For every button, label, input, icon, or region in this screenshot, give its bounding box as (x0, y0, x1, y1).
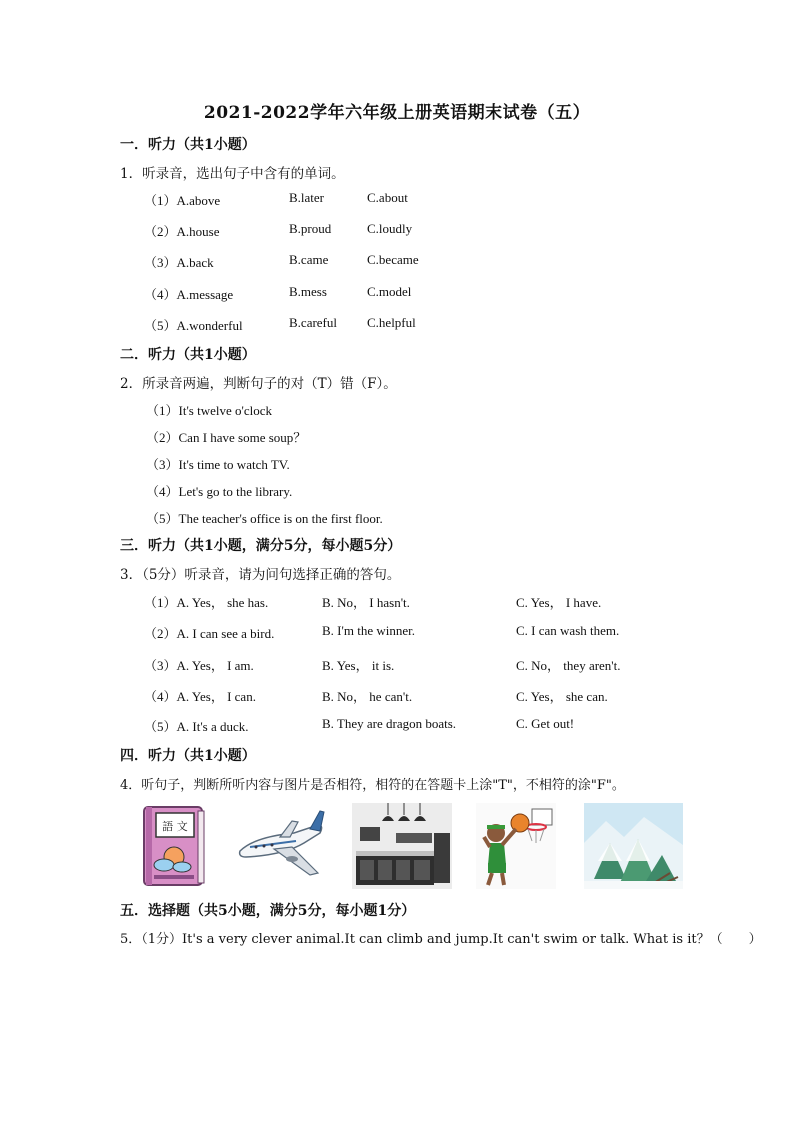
section-2-heading: 二．听力（共1小题） (120, 347, 256, 363)
question-3: 3．（5分）听录音，请为问句选择正确的答句。 (120, 567, 401, 583)
q1-row-5-b: B.careful (289, 315, 338, 330)
q3-row-2-c: C. I can wash them. (516, 623, 620, 638)
q1-row-2-b: B.proud (289, 221, 332, 236)
q1-row-1-a: （1）A.above (144, 193, 221, 208)
q1-row-3-a: （3）A.back (144, 255, 214, 270)
q2-item-3: （3）It's time to watch TV. (146, 457, 290, 472)
page-title: 2021-2022学年六年级上册英语期末试卷（五） (203, 103, 591, 123)
book-cover-text: 語 文 (162, 820, 188, 833)
q3-row-2-b: B. I'm the winner. (322, 623, 415, 638)
kitchen-picture (352, 803, 452, 889)
airplane-picture (234, 803, 328, 889)
q3-row-5-a: （5）A. It's a duck. (144, 719, 249, 734)
q3-row-1-c: C. Yes， I have. (516, 595, 602, 610)
q1-row-4-c: C.model (367, 284, 412, 299)
q2-item-5: （5）The teacher's office is on the first floor. (146, 511, 383, 526)
q3-row-3-c: C. No， they aren't. (516, 658, 621, 673)
basketball-player-picture (476, 803, 556, 889)
question-1: 1．听录音，选出句子中含有的单词。 (120, 166, 345, 182)
q2-item-1: （1）It's twelve o'clock (146, 403, 272, 418)
q1-row-4-a: （4）A.message (144, 287, 234, 302)
q1-row-2-a: （2）A.house (144, 224, 220, 239)
q3-row-4-b: B. No， he can't. (322, 689, 413, 704)
q3-row-4-c: C. Yes， she can. (516, 689, 608, 704)
q1-row-5-a: （5）A.wonderful (144, 318, 243, 333)
picture-strip (138, 803, 683, 889)
q3-row-3-a: （3）A. Yes， I am. (144, 658, 254, 673)
book-picture (138, 803, 210, 889)
q3-row-5-c: C. Get out! (516, 716, 575, 731)
q1-row-4-b: B.mess (289, 284, 327, 299)
q1-row-2-c: C.loudly (367, 221, 413, 236)
q1-row-1-c: C.about (367, 190, 408, 205)
q3-row-2-a: （2）A. I can see a bird. (144, 626, 275, 641)
q3-row-3-b: B. Yes， it is. (322, 658, 395, 673)
q1-row-3-c: C.became (367, 252, 419, 267)
section-4-heading: 四．听力（共1小题） (120, 748, 256, 764)
q3-row-1-b: B. No， I hasn't. (322, 595, 410, 610)
question-4: 4．听句子，判断所听内容与图片是否相符，相符的在答题卡上涂"T"，不相符的涂"F"。 (120, 778, 625, 793)
q1-row-3-b: B.came (289, 252, 329, 267)
q3-row-1-a: （1）A. Yes， she has. (144, 595, 269, 610)
section-1-heading: 一．听力（共1小题） (120, 137, 256, 153)
q3-row-5-b: B. They are dragon boats. (322, 716, 457, 731)
snowy-trees-picture (584, 803, 683, 889)
q1-row-1-b: B.later (289, 190, 325, 205)
q3-row-4-a: （4）A. Yes， I can. (144, 689, 256, 704)
q1-row-5-c: C.helpful (367, 315, 416, 330)
question-2: 2．所录音两遍，判断句子的对（T）错（F）。 (120, 376, 397, 392)
section-5-heading: 五．选择题（共5小题，满分5分，每小题1分） (120, 903, 416, 919)
q2-item-4: （4）Let's go to the library. (146, 484, 293, 499)
q2-item-2: （2）Can I have some soup？ (146, 430, 307, 445)
question-5: 5．（1分）It's a very clever animal.It can climb and jump.It can't swim or talk. What is it？（ ） (120, 932, 762, 947)
section-3-heading: 三．听力（共1小题，满分5分，每小题5分） (120, 538, 402, 554)
